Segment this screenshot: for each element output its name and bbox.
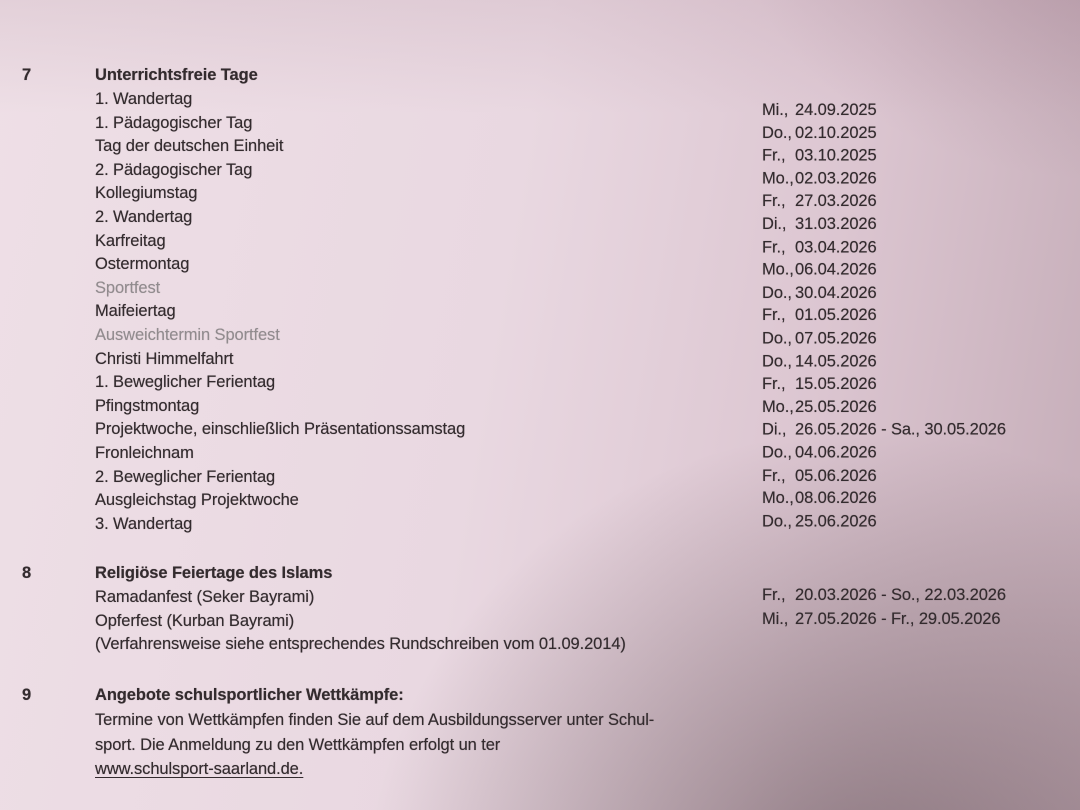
event-label: Projektwoche, einschließlich Präsentationssamstag <box>95 420 466 439</box>
section-paragraph <box>95 708 995 782</box>
event-row <box>0 88 1080 119</box>
event-label: Tag der deutschen Einheit <box>95 137 284 156</box>
date-value: 26.05.2026 - Sa., 30.05.2026 <box>795 420 1006 439</box>
event-label: Maifeiertag <box>95 302 176 321</box>
event-row <box>0 324 1080 348</box>
weekday-abbr: Fr., <box>762 306 786 325</box>
event-label: 2. Beweglicher Ferientag <box>95 467 276 486</box>
date-value: 03.04.2026 <box>795 238 877 257</box>
event-list <box>0 88 1080 536</box>
event-label: 2. Wandertag <box>95 207 193 226</box>
procedure-note-row <box>0 633 1080 657</box>
event-date <box>762 419 1006 443</box>
event-date <box>762 373 877 397</box>
date-value: 03.10.2025 <box>795 146 877 165</box>
event-label: Ausweichtermin Sportfest <box>95 325 280 344</box>
date-value: 25.06.2026 <box>795 512 877 531</box>
date-value: 30.04.2026 <box>795 283 877 302</box>
date-value: 24.09.2025 <box>795 101 877 119</box>
date-value: 31.03.2026 <box>795 215 877 234</box>
event-row <box>0 418 1080 442</box>
weekday-abbr: Mi., <box>762 101 789 119</box>
weekday-abbr: Mo., <box>762 260 794 279</box>
date-value: 15.05.2026 <box>795 375 877 394</box>
weekday-abbr: Do., <box>762 329 792 348</box>
url-period: . <box>298 760 304 779</box>
event-date <box>762 442 877 466</box>
event-row <box>0 182 1080 211</box>
event-label: Ramadanfest (Seker Bayrami) <box>95 588 315 606</box>
date-value: 02.03.2026 <box>795 169 877 188</box>
event-date <box>762 396 877 420</box>
section-title: Unterrichtsfreie Tage <box>95 66 258 84</box>
date-value: 25.05.2026 <box>795 397 877 416</box>
url-text: www.schulsport-saarland.de <box>95 760 299 779</box>
event-row <box>0 159 1080 188</box>
schulsport-url <box>95 760 303 778</box>
event-label: 1. Beweglicher Ferientag <box>95 373 276 392</box>
weekday-abbr: Fr., <box>762 375 786 394</box>
weekday-abbr: Do., <box>762 283 792 302</box>
event-row <box>0 277 1080 301</box>
weekday-abbr: Mo., <box>762 169 794 188</box>
event-row <box>0 513 1080 537</box>
event-row <box>0 586 1080 610</box>
weekday-abbr: Fr., <box>762 146 786 165</box>
weekday-abbr: Do., <box>762 352 792 371</box>
procedure-note: (Verfahrensweise siehe entsprechendes Rundschreiben vom 01.09.2014) <box>95 635 626 654</box>
paragraph-line: Termine von Wettkämpfen finden Sie auf dem Ausbildungsserver unter Schul- <box>95 711 655 729</box>
event-label: Ausgleichstag Projektwoche <box>95 491 299 510</box>
event-label: Karfreitag <box>95 231 166 250</box>
section-number: 8 <box>22 564 32 582</box>
weekday-abbr: Do., <box>762 512 792 531</box>
weekday-abbr: Fr., <box>762 586 786 604</box>
event-label: 1. Wandertag <box>95 90 193 108</box>
event-row <box>0 442 1080 466</box>
event-row <box>0 135 1080 165</box>
event-row <box>0 230 1080 257</box>
event-label: 1. Pädagogischer Tag <box>95 113 253 132</box>
event-row <box>0 371 1080 395</box>
section-title: Religiöse Feiertage des Islams <box>95 564 333 582</box>
event-date <box>762 487 877 511</box>
weekday-abbr: Do., <box>762 123 792 142</box>
event-row <box>0 348 1080 372</box>
weekday-abbr: Di., <box>762 420 787 439</box>
event-label: Ostermontag <box>95 255 190 274</box>
event-label: Fronleichnam <box>95 443 194 462</box>
weekday-abbr: Di., <box>762 215 787 234</box>
event-label: Sportfest <box>95 278 161 297</box>
event-date <box>762 608 1000 632</box>
date-value: 27.03.2026 <box>795 192 877 211</box>
weekday-abbr: Mi., <box>762 609 789 628</box>
section-number: 9 <box>22 686 32 704</box>
date-value: 07.05.2026 <box>795 329 877 348</box>
event-row <box>0 300 1080 324</box>
weekday-abbr: Fr., <box>762 192 786 211</box>
date-value: 14.05.2026 <box>795 352 877 371</box>
event-row <box>0 466 1080 490</box>
weekday-abbr: Mo., <box>762 397 794 416</box>
event-row <box>0 610 1080 634</box>
event-date <box>762 465 877 489</box>
date-value: 05.06.2026 <box>795 466 877 485</box>
event-date <box>762 584 1006 608</box>
date-value: 27.05.2026 - Fr., 29.05.2026 <box>795 609 1001 628</box>
event-list <box>0 586 1080 657</box>
event-label: 3. Wandertag <box>95 514 193 533</box>
paragraph-line <box>95 757 995 782</box>
event-row <box>0 253 1080 277</box>
date-value: 20.03.2026 - So., 22.03.2026 <box>795 586 1006 604</box>
event-row <box>0 206 1080 234</box>
date-value: 06.04.2026 <box>795 260 877 279</box>
event-date <box>762 510 877 534</box>
date-value: 01.05.2026 <box>795 306 877 325</box>
event-label: Christi Himmelfahrt <box>95 349 234 368</box>
event-label: Opferfest (Kurban Bayrami) <box>95 611 295 630</box>
weekday-abbr: Do., <box>762 443 792 462</box>
event-row <box>0 395 1080 419</box>
section-title: Angebote schulsportlicher Wettkämpfe: <box>95 686 404 704</box>
event-label: Pfingstmontag <box>95 396 200 415</box>
event-row <box>0 489 1080 513</box>
weekday-abbr: Fr., <box>762 238 786 257</box>
event-label: Kollegiumstag <box>95 184 198 203</box>
section-number: 7 <box>22 66 32 84</box>
date-value: 04.06.2026 <box>795 443 877 462</box>
weekday-abbr: Fr., <box>762 466 786 485</box>
event-row <box>0 112 1080 142</box>
date-value: 08.06.2026 <box>795 489 877 508</box>
weekday-abbr: Mo., <box>762 489 794 508</box>
paragraph-line: sport. Die Anmeldung zu den Wettkämpfen erfolgt un ter <box>95 735 501 754</box>
date-value: 02.10.2025 <box>795 123 877 142</box>
event-label: 2. Pädagogischer Tag <box>95 160 253 179</box>
